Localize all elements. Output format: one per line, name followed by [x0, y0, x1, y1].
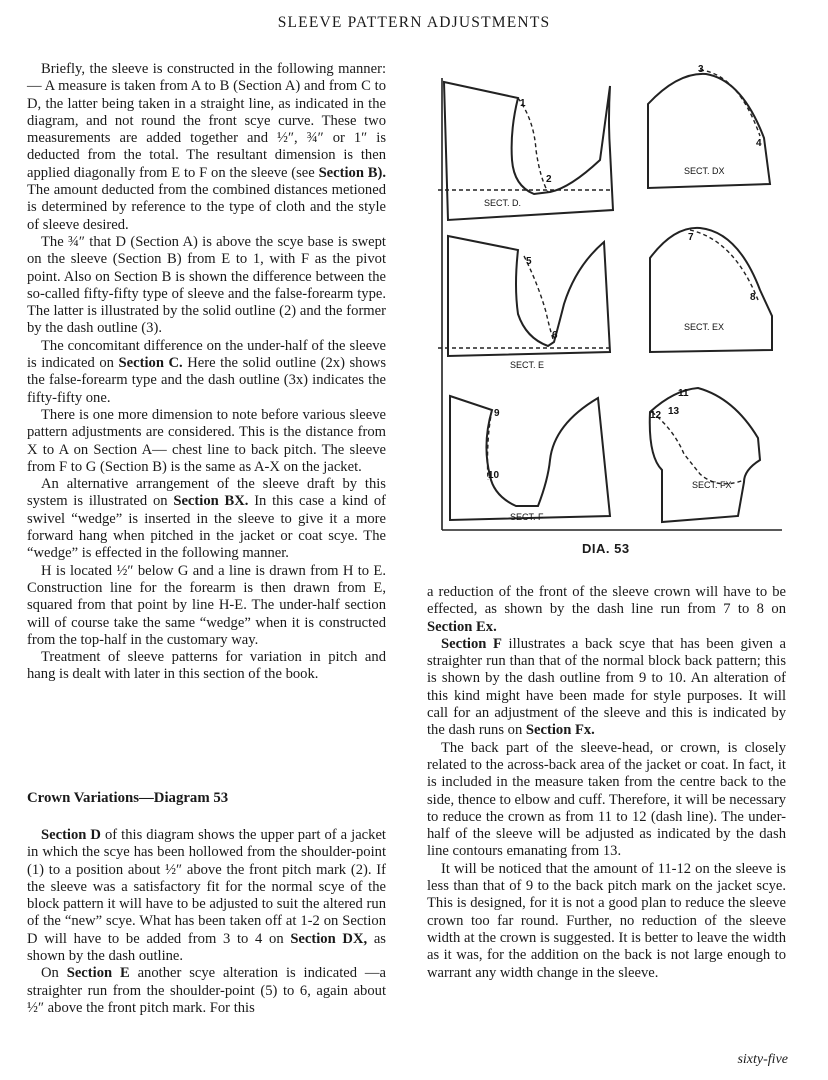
label-sect-f: SECT. F — [510, 512, 544, 522]
page-header: SLEEVE PATTERN ADJUSTMENTS — [277, 14, 551, 31]
sect-fx-dash — [652, 412, 744, 484]
label-sect-e: SECT. E — [510, 360, 545, 370]
label-sect-ex: SECT. EX — [684, 322, 725, 332]
label-point-11: 11 — [678, 388, 689, 399]
label-sect-d: SECT. D. — [484, 198, 522, 208]
paragraph: The ¾″ that D (Section A) is above the scye base is swept on the sleeve (Section B) from E to 1, with F as the pivot point. Also on Section B is shown the difference between the so-called fifty-fifty type of sleeve and the false-forearm type. The latter is illustrated by the solid outline (2) and the former by the dash outline (3). — [27, 233, 386, 337]
label-point-4: 4 — [756, 138, 762, 149]
label-point-7: 7 — [688, 232, 694, 243]
label-point-13: 13 — [668, 406, 680, 417]
label-sect-dx: SECT. DX — [684, 166, 725, 176]
sect-d-outline — [444, 82, 613, 220]
paragraph: Treatment of sleeve patterns for variation in pitch and hang is dealt with later in this section of the book. — [27, 649, 386, 683]
sect-ex-outline — [650, 228, 772, 352]
paragraph: The concomitant difference on the under-half of the sleeve is indicated on Section C. Here the solid outline (2x) shows the false-forearm type and the dash outline (3x) indicates the fifty-fifty one. — [27, 337, 386, 406]
sect-dx-dash — [700, 70, 760, 136]
paragraph: Section D of this diagram shows the upper part of a jacket in which the scye has been hollowed from the shoulder-point (1) to a position about ½″ above the front pitch mark (2). If the sleeve was a satisfactory fit for the normal scye of the block pattern it will have to be adjusted to suit the altered run of the “new” scye. What has been taken off at 1-2 on Section D will have to be added from 3 to 4 on Section DX, as shown by the dash outline. — [27, 827, 386, 965]
paragraph: a reduction of the front of the sleeve crown will have to be effected, as shown by the dash line run from 7 to 8 on Section Ex. — [427, 584, 786, 635]
paragraph: There is one more dimension to note before various sleeve pattern adjustments are considered. This is the distance from X to A on Section A— chest line to back pitch. The sleeve from F to G (Section B) is the same as A-X on the jacket. — [27, 406, 386, 475]
left-column-lower — [27, 827, 386, 1017]
label-point-2: 2 — [546, 174, 552, 185]
sect-e-outline — [448, 236, 610, 356]
label-point-1: 1 — [520, 98, 526, 109]
label-point-6: 6 — [552, 330, 558, 341]
sect-d-dash — [518, 98, 548, 192]
paragraph: On Section E another scye alteration is indicated —a straighter run from the shoulder-point (5) to 6, again about ½″ above the front pitch mark. For this — [27, 965, 386, 1016]
paragraph: The back part of the sleeve-head, or crown, is closely related to the across-back area of the jacket or coat. In fact, it is included in the measure taken from the centre back to the side, thence to elbow and cuff. Therefore, it will be necessary to reduce the crown as from 11 to 12 (dash line). The under-half of the sleeve will be adjusted as indicated by the dash line contours emanating from 13. — [427, 739, 786, 860]
left-column — [27, 61, 386, 684]
section-heading: Crown Variations—Diagram 53 — [27, 790, 229, 806]
label-point-10: 10 — [488, 470, 500, 481]
label-point-9: 9 — [494, 408, 500, 419]
label-point-12: 12 — [650, 410, 662, 421]
paragraph: It will be noticed that the amount of 11-12 on the sleeve is less than that of 9 to the back pitch mark on the jacket scye. This is designed, for it is not a good plan to reduce the sleeve crown too far round. Further, no reduction of the sleeve width at the crown is suggested. It is better to leave the width as it was, for the addition on the back is not large enough to warrant any width change in the sleeve. — [427, 860, 786, 981]
page-number: sixty-five — [737, 1052, 788, 1067]
paragraph: Briefly, the sleeve is constructed in the following manner:— A measure is taken from A to B (Section A) and from C to D, the latter being taken in a straight line, as indicated in the diagram, and not round the front scye curve. These two measurements are added together and ½″, ¾″ or 1″ is deducted from the total. The resultant dimension is then applied diagonally from E to F on the sleeve (see Section B). The amount deducted from the combined distances metioned is determined by reference to the type of cloth and the style of sleeve desired. — [27, 61, 386, 233]
label-point-3: 3 — [698, 64, 704, 75]
sect-fx-outline — [650, 388, 760, 522]
right-column — [427, 584, 786, 982]
paragraph: An alternative arrangement of the sleeve draft by this system is illustrated on Section BX. In this case a kind of swivel “wedge” is inserted in the sleeve to give it a more forward hang when pitched in the jacket or coat scye. The “wedge” is effected in the following manner. — [27, 476, 386, 562]
paragraph: H is located ½″ below G and a line is drawn from H to E. Construction line for the forearm is then drawn from E, squared from that point by line H-E. The under-half section will of course take the same “wedge” when it is constructed from the top-half in the customary way. — [27, 562, 386, 648]
label-sect-fx: SECT. FX — [692, 480, 732, 490]
paragraph: Section F illustrates a back scye that has been given a straighter run than that of the normal block back pattern; this is shown by the dash outline from 9 to 10. An alteration of this kind might have been made for style purposes. It will call for an adjustment of the sleeve and this is indicated by the dash runs on Section Fx. — [427, 635, 786, 739]
sect-f-outline — [450, 396, 610, 520]
diagram-caption: DIA. 53 — [582, 541, 630, 556]
diagram-53 — [438, 60, 792, 540]
sect-e-dash — [524, 256, 554, 342]
label-point-8: 8 — [750, 292, 756, 303]
label-point-5: 5 — [526, 256, 532, 267]
